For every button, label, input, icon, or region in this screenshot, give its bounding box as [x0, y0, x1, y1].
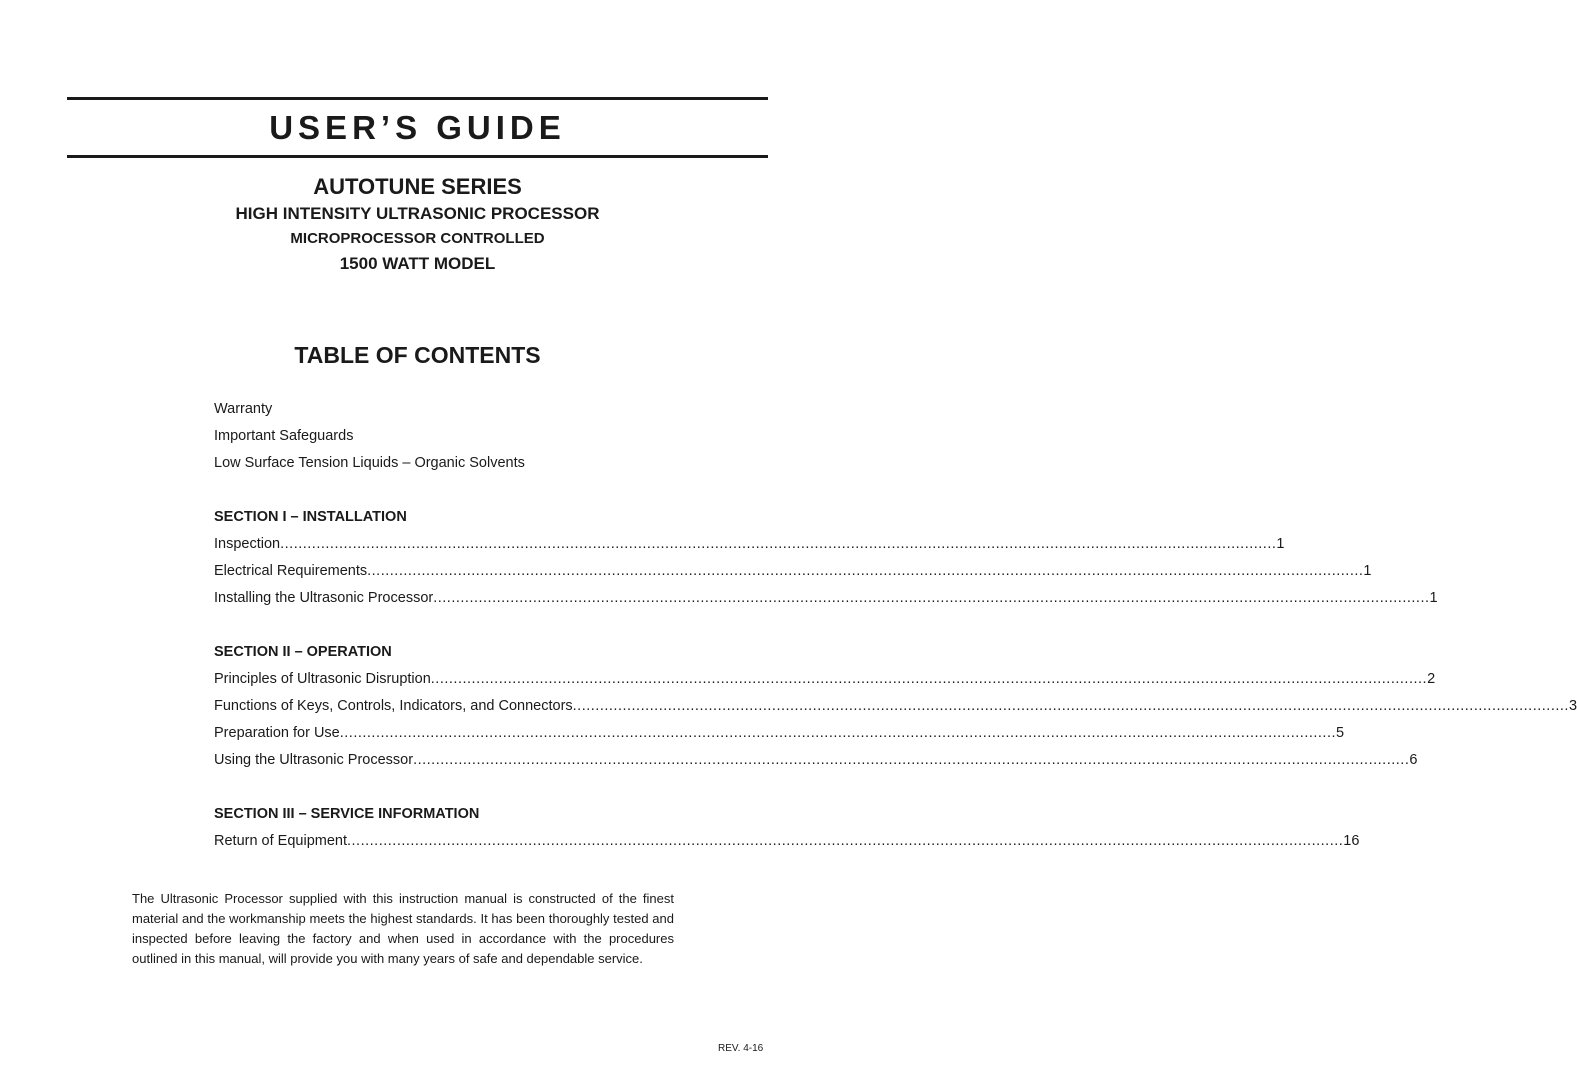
toc-entry-label: Installing the Ultrasonic Processor: [214, 590, 434, 606]
toc-entry-installing[interactable]: [214, 585, 1438, 612]
toc-entry-label: Principles of Ultrasonic Disruption: [214, 671, 431, 687]
control-line: MICROPROCESSOR CONTROLLED: [290, 230, 545, 247]
toc-section-operation: SECTION II – OPERATION: [214, 644, 392, 660]
model-line: 1500 WATT MODEL: [339, 254, 496, 273]
toc-entry-page: 1: [1363, 563, 1372, 579]
toc-entry-page: 1: [1429, 590, 1438, 606]
toc-section-service: SECTION III – SERVICE INFORMATION: [214, 806, 480, 822]
leader-dots: ............................................................................................................................................................................................................................: [413, 752, 1410, 768]
toc-entry-page: 2: [1427, 671, 1436, 687]
toc-entry-using[interactable]: [214, 747, 1418, 774]
leader-dots: ............................................................................................................................................................................................................................: [367, 563, 1364, 579]
top-rule: [67, 97, 768, 100]
toc-entry-electrical[interactable]: [214, 558, 1372, 585]
toc-entry-page: 1: [1276, 536, 1285, 552]
toc-entry-functions[interactable]: [214, 693, 1577, 720]
subtitle-block: [0, 173, 835, 277]
toc-entry-inspection[interactable]: [214, 531, 1285, 558]
toc-entry-principles[interactable]: [214, 666, 1436, 693]
document-title: USER’S GUIDE: [269, 109, 566, 146]
product-line: HIGH INTENSITY ULTRASONIC PROCESSOR: [235, 204, 600, 223]
series-name: AUTOTUNE SERIES: [313, 174, 522, 199]
bottom-rule: [67, 155, 768, 158]
toc-entry-label: Functions of Keys, Controls, Indicators, and Connectors: [214, 698, 573, 714]
leader-dots: ............................................................................................................................................................................................................................: [433, 590, 1430, 606]
toc-entry-label: Preparation for Use: [214, 725, 340, 741]
toc-entry-label: Electrical Requirements: [214, 563, 368, 579]
toc-item-warranty[interactable]: Warranty: [214, 401, 273, 417]
toc-entry-label: Return of Equipment: [214, 833, 347, 849]
toc-section-installation: SECTION I – INSTALLATION: [214, 509, 407, 525]
toc-entry-return[interactable]: [214, 828, 1360, 855]
toc-entry-page: 16: [1343, 833, 1360, 849]
leader-dots: ............................................................................................................................................................................................................................: [572, 698, 1569, 714]
toc-entry-page: 3: [1568, 698, 1577, 714]
intro-paragraph: The Ultrasonic Processor supplied with this instruction manual is constructed of the finest material and the workmanship meets the highest standards. It has been thoroughly tested and inspected before leaving the factory and when used in accordance with the procedures outlined in this manual, will provide you with many years of safe and dependable service.: [132, 891, 674, 966]
toc-entry-page: 5: [1336, 725, 1345, 741]
leader-dots: ............................................................................................................................................................................................................................: [347, 833, 1344, 849]
leader-dots: ............................................................................................................................................................................................................................: [430, 671, 1428, 687]
toc-item-solvents[interactable]: Low Surface Tension Liquids – Organic Solvents: [214, 455, 525, 471]
leader-dots: ............................................................................................................................................................................................................................: [339, 725, 1337, 741]
toc-entry-label: Inspection: [214, 536, 281, 552]
toc-item-safeguards[interactable]: Important Safeguards: [214, 428, 354, 444]
revision-label: REV. 4-16: [718, 1043, 764, 1054]
toc-entry-label: Using the Ultrasonic Processor: [214, 752, 414, 768]
toc-heading: TABLE OF CONTENTS: [294, 342, 541, 368]
toc-entry-preparation[interactable]: [214, 720, 1345, 747]
table-of-contents: [214, 396, 1577, 855]
toc-entry-page: 6: [1409, 752, 1418, 768]
leader-dots: ............................................................................................................................................................................................................................: [280, 536, 1277, 552]
